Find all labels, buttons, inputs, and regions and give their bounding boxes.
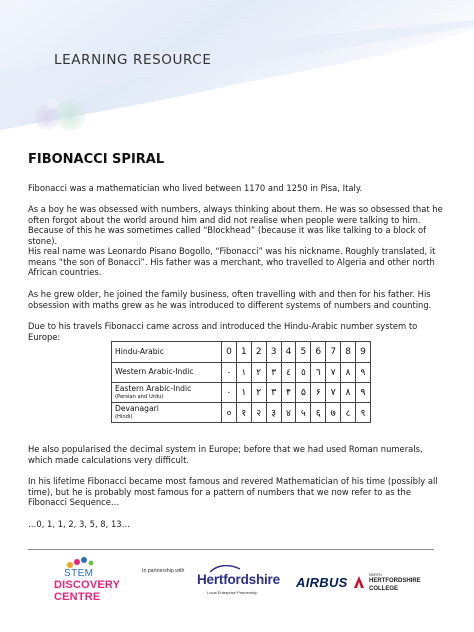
numeral-digit-cell: ८	[341, 403, 356, 423]
numeral-digit-cell: ०	[222, 403, 237, 423]
numeral-digit-cell: ४	[281, 403, 296, 423]
numeral-system-name	[112, 363, 222, 383]
numeral-digit-cell: ۷	[326, 383, 341, 403]
numeral-digit-cell: ٤	[281, 363, 296, 383]
numeral-digit-cell: २	[251, 403, 266, 423]
numeral-digit-cell: ٠	[222, 363, 237, 383]
numeral-row	[112, 342, 371, 363]
numeral-system-name	[112, 342, 222, 363]
numeral-digit-cell: ٦	[311, 363, 326, 383]
airbus-logo: AIRBUS	[296, 575, 348, 590]
paragraph-hindu-arabic: Due to his travels Fibonacci came across and introduced the Hindu-Arabic number system to Europe:	[28, 321, 418, 342]
discovery-logo-text: DISCOVERY	[54, 579, 121, 591]
nhc-logo-college: COLLEGE	[369, 586, 399, 592]
stem-discovery-centre-logo	[54, 556, 134, 606]
numeral-digit-cell: ٣	[266, 363, 281, 383]
stem-logo-text: STEM	[64, 568, 94, 579]
header-banner	[0, 0, 474, 140]
numeral-digit-cell: 3	[266, 342, 281, 363]
numeral-digit-cell: 0	[222, 342, 237, 363]
numeral-digit-cell: 6	[311, 342, 326, 363]
numeral-digit-cell: ७	[326, 403, 341, 423]
numeral-digit-cell: 5	[296, 342, 311, 363]
numeral-row	[112, 403, 371, 423]
numeral-digit-cell: ۹	[356, 383, 371, 403]
numeral-digit-cell: ۶	[311, 383, 326, 403]
centre-logo-text: CENTRE	[54, 591, 101, 603]
numeral-digit-cell: ٧	[326, 363, 341, 383]
numeral-system-sublabel: (Persian and Urdu)	[115, 393, 164, 400]
partnership-label: In partnership with	[142, 568, 185, 574]
paragraph-famous: In his lifetime Fibonacci became most famous and revered Mathematician of his time (possibly all time), but he is probably most famous for a pattern of numbers that we now refer to as the Fibonacci Sequence…	[28, 476, 438, 508]
nhc-logo-icon	[352, 574, 366, 590]
banner-title: LEARNING RESOURCE	[54, 52, 212, 68]
numeral-system-name	[112, 403, 222, 423]
numeral-system-sublabel: (Hindi)	[115, 413, 133, 420]
numeral-digit-cell: 9	[356, 342, 371, 363]
nhc-logo-north: NORTH	[369, 573, 382, 577]
numeral-digit-cell: 4	[281, 342, 296, 363]
nhc-logo-hertfordshire: HERTFORDSHIRE	[369, 578, 421, 584]
numeral-digit-cell: 8	[341, 342, 356, 363]
numeral-digit-cell: ۱	[236, 383, 251, 403]
numeral-system-name	[112, 383, 222, 403]
numeral-digit-cell: ५	[296, 403, 311, 423]
numeral-digit-cell: ٨	[341, 363, 356, 383]
numeral-digit-cell: ١	[236, 363, 251, 383]
numeral-row	[112, 363, 371, 383]
numeral-digit-cell: ۰	[222, 383, 237, 403]
numeral-digit-cell: ۲	[251, 383, 266, 403]
numeral-digit-cell: ۸	[341, 383, 356, 403]
paragraph-decimal: He also popularised the decimal system in Europe; before that we had used Roman numerals, which made calculations very difficult.	[28, 444, 423, 465]
paragraph-family-business: As he grew older, he joined the family business, often travelling with and then for his father. His obsession with maths grew as he was introduced to different systems of numbers and counting.	[28, 289, 432, 310]
numeral-digit-cell: 7	[326, 342, 341, 363]
banner-decoration	[0, 0, 474, 140]
paragraph-sequence: …0, 1, 1, 2, 3, 5, 8, 13…	[28, 519, 130, 529]
hertfordshire-logo-subtitle: Local Enterprise Partnership	[207, 590, 258, 595]
paragraph-intro: Fibonacci was a mathematician who lived between 1170 and 1250 in Pisa, Italy.	[28, 183, 363, 193]
numeral-system-label: Hindu-Arabic	[115, 346, 164, 356]
numeral-digit-cell: ३	[266, 403, 281, 423]
numeral-digit-cell: ६	[311, 403, 326, 423]
numeral-digit-cell: १	[236, 403, 251, 423]
paragraph-real-name: His real name was Leonardo Pisano Bogollo, “Fibonacci” was his nickname. Roughly translated, it means “the son of Bonacci”. His father was a merchant, who travelled to Algeria and other north African countries.	[28, 246, 436, 278]
footer-divider	[28, 549, 434, 550]
numeral-systems-table	[111, 341, 371, 423]
numeral-digit-cell: 2	[251, 342, 266, 363]
numeral-digit-cell: 1	[236, 342, 251, 363]
numeral-digit-cell: ۵	[296, 383, 311, 403]
numeral-system-label: Western Arabic-Indic	[115, 367, 194, 377]
paragraph-blockhead: As a boy he was obsessed with numbers, always thinking about them. He was so obsessed that he often forgot about the world around him and did not realise when people were talking to him. Because of this he was sometimes called “Blockhead” (because it was like talking to a block of stone).	[28, 204, 443, 246]
numeral-digit-cell: ٥	[296, 363, 311, 383]
numeral-digit-cell: ۳	[266, 383, 281, 403]
hertfordshire-logo: Hertfordshire	[197, 572, 280, 587]
numeral-digit-cell: ٢	[251, 363, 266, 383]
numeral-system-label: Devanagari	[115, 404, 159, 414]
numeral-digit-cell: ٩	[356, 363, 371, 383]
numeral-digit-cell: ۴	[281, 383, 296, 403]
page-title: FIBONACCI SPIRAL	[28, 152, 165, 167]
numeral-row	[112, 383, 371, 403]
numeral-system-label: Eastern Arabic-Indic	[115, 384, 192, 394]
numeral-digit-cell: ९	[356, 403, 371, 423]
